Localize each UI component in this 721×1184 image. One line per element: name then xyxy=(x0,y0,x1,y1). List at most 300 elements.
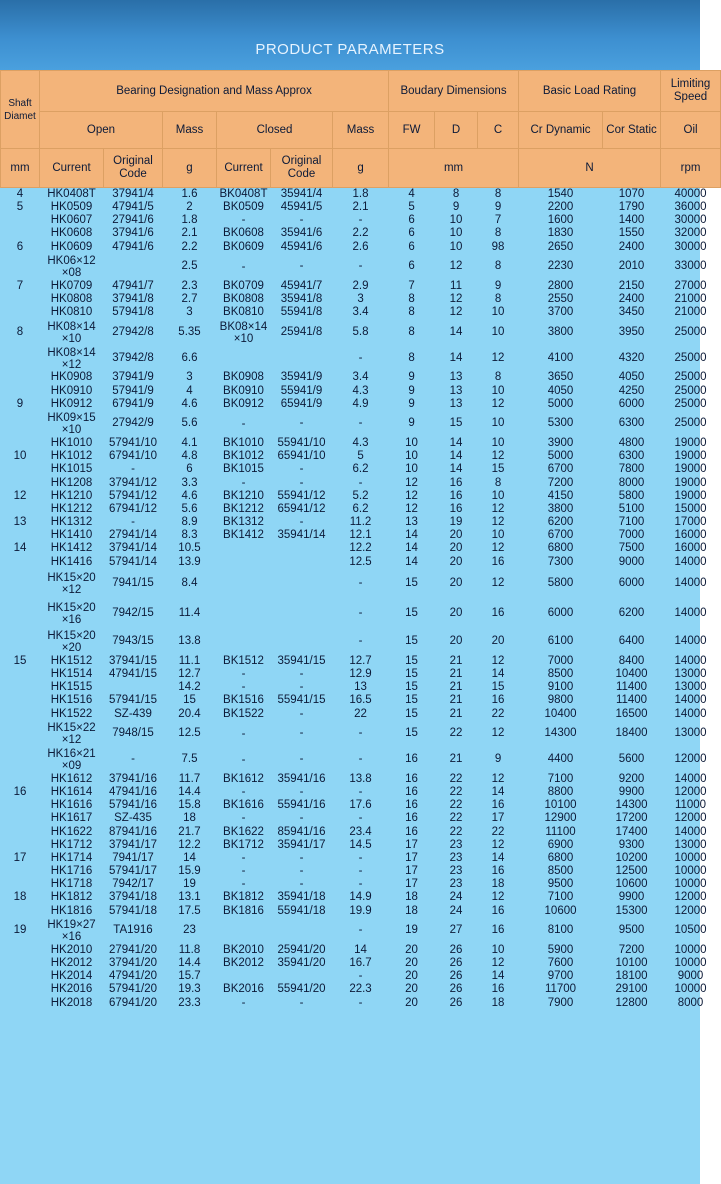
cell-c: 16 xyxy=(491,924,505,937)
cell-closed-original: 55941/18 xyxy=(277,904,326,917)
cell-current: HK1212 xyxy=(50,502,93,515)
table-row xyxy=(1,984,721,997)
table-body xyxy=(1,188,721,1010)
cell-closed-current: - xyxy=(241,785,246,798)
cell-c: 9 xyxy=(494,753,502,766)
cell-original-code: - xyxy=(131,516,135,529)
cell-rpm: 25000 xyxy=(674,351,707,364)
cell-cr-dynamic: 7600 xyxy=(547,957,574,970)
table-row xyxy=(1,463,721,476)
table-row xyxy=(1,477,721,490)
cell-cor-static: 6200 xyxy=(618,607,645,620)
cell-rpm: 10000 xyxy=(674,851,707,864)
cell-d: 21 xyxy=(449,668,463,681)
cell-closed-original: 65941/9 xyxy=(280,397,323,410)
cell-mass-open: 6 xyxy=(186,463,193,476)
table-row xyxy=(1,905,721,918)
cell-d: 20 xyxy=(449,529,463,542)
cell-original-code: 57941/17 xyxy=(109,865,157,878)
cell-c: 12 xyxy=(491,542,505,555)
cell-mass-closed: - xyxy=(358,970,363,983)
cell-shaft xyxy=(1,385,40,398)
cell-cor-static: 9900 xyxy=(618,785,645,798)
cell-shaft xyxy=(1,228,40,241)
table-row xyxy=(1,490,721,503)
cell-cor-static: 18400 xyxy=(615,727,648,740)
cell-original-code: 57941/16 xyxy=(109,799,157,812)
cell-original-code xyxy=(104,681,163,694)
table-row xyxy=(1,320,721,346)
cell-rpm: 16000 xyxy=(674,529,707,542)
cell-c: 22 xyxy=(491,825,505,838)
cell-closed-original: 55941/12 xyxy=(277,489,326,502)
cell-original-code: 7941/15 xyxy=(112,577,154,590)
cell-c: 12 xyxy=(491,516,505,529)
cell-rpm: 17000 xyxy=(674,516,707,529)
header-cr: Cr Dynamic xyxy=(519,112,603,149)
cell-cr-dynamic: 9800 xyxy=(547,694,574,707)
cell-mass-closed: 5.2 xyxy=(352,489,369,502)
cell-original-code: 67941/9 xyxy=(112,397,154,410)
cell-closed-original: - xyxy=(299,996,304,1009)
cell-closed-original: 55941/9 xyxy=(280,384,323,397)
cell-original-code: - xyxy=(131,753,135,766)
cell-mass-open: 1.8 xyxy=(181,214,198,227)
cell-current: HK1812 xyxy=(50,891,93,904)
cell-rpm: 8000 xyxy=(677,996,704,1009)
cell-fw: 16 xyxy=(405,785,418,798)
cell-rpm: 25000 xyxy=(674,397,707,410)
cell-cr-dynamic: 6800 xyxy=(547,542,574,555)
header-closed: Closed xyxy=(217,112,333,149)
cell-closed-current: BK0408T xyxy=(219,187,268,200)
cell-mass-open: 4.6 xyxy=(181,489,198,502)
cell-rpm: 19000 xyxy=(674,450,707,463)
cell-c: 12 xyxy=(491,397,505,410)
cell-c: 8 xyxy=(494,476,502,489)
cell-cor-static: 2400 xyxy=(618,293,645,306)
cell-c: 9 xyxy=(494,279,502,292)
cell-closed-original xyxy=(271,569,333,599)
cell-shaft: 7 xyxy=(16,279,24,292)
cell-closed-current: - xyxy=(241,812,246,825)
cell-closed-original: - xyxy=(299,214,304,227)
cell-closed-current: BK0608 xyxy=(223,227,264,240)
table-row xyxy=(1,852,721,865)
cell-closed-current xyxy=(217,569,271,599)
cell-d: 26 xyxy=(449,943,463,956)
cell-original-code: 37942/8 xyxy=(112,351,154,364)
table-row xyxy=(1,411,721,437)
cell-cor-static: 9000 xyxy=(618,555,645,568)
cell-current: HK08×14 ×12 xyxy=(47,346,96,371)
cell-d: 26 xyxy=(449,970,463,983)
cell-c: 12 xyxy=(491,577,505,590)
table-row xyxy=(1,839,721,852)
cell-d: 20 xyxy=(449,542,463,555)
cell-mass-closed: 13.8 xyxy=(349,772,372,785)
cell-mass-open: 13.8 xyxy=(178,635,201,648)
table-row xyxy=(1,254,721,280)
cell-closed-current: - xyxy=(241,214,246,227)
cell-cor-static: 7000 xyxy=(618,529,645,542)
cell-d: 20 xyxy=(449,607,463,620)
cell-shaft xyxy=(1,569,40,599)
cell-shaft xyxy=(1,865,40,878)
cell-shaft xyxy=(1,681,40,694)
cell-rpm: 12000 xyxy=(674,904,707,917)
cell-fw: 9 xyxy=(408,417,415,430)
cell-closed-current: BK0808 xyxy=(223,293,264,306)
cell-closed-current: BK2016 xyxy=(223,983,264,996)
cell-closed-current: - xyxy=(241,260,246,273)
cell-rpm: 25000 xyxy=(674,371,707,384)
cell-closed-original: 35941/9 xyxy=(280,371,323,384)
cell-original-code: 47941/16 xyxy=(109,785,157,798)
cell-closed-current: - xyxy=(241,681,246,694)
cell-closed-current xyxy=(217,543,271,556)
cell-original-code: 37941/16 xyxy=(109,772,157,785)
cell-closed-current: BK1210 xyxy=(223,489,264,502)
cell-mass-closed: - xyxy=(358,635,363,648)
table-row xyxy=(1,228,721,241)
cell-closed-current xyxy=(217,556,271,569)
cell-closed-original: 85941/16 xyxy=(277,825,326,838)
cell-closed-original: - xyxy=(299,785,304,798)
cell-shaft xyxy=(1,463,40,476)
cell-c: 9 xyxy=(494,201,502,214)
unit-mass-closed: g xyxy=(333,149,389,188)
cell-shaft: 10 xyxy=(13,450,27,463)
cell-c: 16 xyxy=(491,555,505,568)
cell-cr-dynamic: 8100 xyxy=(547,924,574,937)
cell-mass-closed: 3.4 xyxy=(352,306,369,319)
cell-fw: 18 xyxy=(405,891,418,904)
cell-mass-closed: - xyxy=(358,577,363,590)
cell-fw: 15 xyxy=(405,668,418,681)
cell-d: 20 xyxy=(449,635,463,648)
cell-d: 23 xyxy=(449,878,463,891)
table-row xyxy=(1,826,721,839)
cell-closed-original: 45941/5 xyxy=(280,201,323,214)
cell-c: 12 xyxy=(491,957,505,970)
table-row xyxy=(1,556,721,569)
cell-cor-static: 7100 xyxy=(618,516,645,529)
cell-closed-original xyxy=(271,970,333,983)
cell-closed-original: 35941/18 xyxy=(277,891,326,904)
table-row xyxy=(1,346,721,372)
cell-current: HK1616 xyxy=(50,799,93,812)
cell-shaft xyxy=(1,839,40,852)
cell-current: HK0808 xyxy=(50,293,93,306)
cell-c: 8 xyxy=(494,227,502,240)
header-cor: Cor Static xyxy=(603,112,661,149)
cell-c: 22 xyxy=(491,707,505,720)
header-d: D xyxy=(435,112,478,149)
cell-shaft: 13 xyxy=(13,516,27,529)
cell-mass-closed: 2.2 xyxy=(352,227,369,240)
table-row xyxy=(1,944,721,957)
cell-fw: 15 xyxy=(405,707,418,720)
cell-mass-closed: 6.2 xyxy=(352,502,369,515)
cell-closed-current: BK1516 xyxy=(223,694,264,707)
unit-shaft: mm xyxy=(1,149,40,188)
cell-mass-closed: 16.5 xyxy=(349,694,372,707)
cell-c: 10 xyxy=(491,306,505,319)
cell-closed-current: BK1712 xyxy=(223,838,264,851)
cell-mass-open: 8.9 xyxy=(181,516,198,529)
cell-original-code: 37941/4 xyxy=(112,187,154,200)
cell-closed-original: - xyxy=(299,851,304,864)
cell-mass-open: 15.9 xyxy=(178,865,201,878)
cell-d: 21 xyxy=(449,753,463,766)
cell-current: HK1210 xyxy=(50,489,93,502)
cell-closed-current: BK1512 xyxy=(223,654,264,667)
cell-rpm: 13000 xyxy=(674,838,707,851)
cell-fw: 10 xyxy=(405,450,418,463)
cell-mass-closed: - xyxy=(358,924,363,937)
cell-mass-open: 12.5 xyxy=(178,727,201,740)
cell-cr-dynamic: 6200 xyxy=(547,516,574,529)
cell-cor-static: 10400 xyxy=(615,668,648,681)
cell-closed-original: - xyxy=(299,707,304,720)
cell-cr-dynamic: 2550 xyxy=(547,293,574,306)
cell-original-code: 27941/20 xyxy=(109,943,157,956)
cell-closed-current: - xyxy=(241,878,246,891)
cell-current: HK1412 xyxy=(50,542,93,555)
cell-cr-dynamic: 2800 xyxy=(547,279,574,292)
cell-fw: 17 xyxy=(405,851,418,864)
cell-c: 14 xyxy=(491,785,505,798)
table-row xyxy=(1,812,721,825)
cell-mass-open: 13.1 xyxy=(178,891,201,904)
cell-closed-current: BK1616 xyxy=(223,799,264,812)
cell-mass-closed: 17.6 xyxy=(349,799,372,812)
cell-cor-static: 11400 xyxy=(615,694,648,707)
cell-cr-dynamic: 6900 xyxy=(547,838,574,851)
cell-fw: 16 xyxy=(405,799,418,812)
cell-mass-open: 5.6 xyxy=(181,417,198,430)
cell-fw: 17 xyxy=(405,865,418,878)
cell-fw: 13 xyxy=(405,516,418,529)
cell-original-code: TA1916 xyxy=(113,924,153,937)
header-open: Open xyxy=(40,112,163,149)
cell-fw: 8 xyxy=(408,325,415,338)
cell-original-code: 37941/15 xyxy=(109,654,157,667)
cell-current: HK16×21 ×09 xyxy=(47,747,96,772)
cell-closed-original xyxy=(271,346,333,372)
cell-original-code: 37941/6 xyxy=(112,227,154,240)
cell-current: HK1816 xyxy=(50,904,93,917)
cell-fw: 16 xyxy=(405,772,418,785)
cell-c: 12 xyxy=(491,502,505,515)
cell-closed-current: BK1816 xyxy=(223,904,264,917)
header-current-closed: Current xyxy=(217,149,271,188)
cell-closed-original: 35941/17 xyxy=(277,838,326,851)
cell-current: HK1522 xyxy=(50,707,93,720)
cell-fw: 6 xyxy=(408,240,415,253)
cell-closed-current: BK0810 xyxy=(223,306,264,319)
cell-shaft: 6 xyxy=(16,240,24,253)
cell-current: HK1312 xyxy=(50,516,93,529)
cell-mass-closed: 11.2 xyxy=(349,516,372,529)
cell-closed-current: - xyxy=(241,865,246,878)
cell-mass-closed: 2.6 xyxy=(352,240,369,253)
table-row xyxy=(1,188,721,202)
table-row xyxy=(1,747,721,773)
cell-shaft xyxy=(1,306,40,319)
cell-cor-static: 4250 xyxy=(618,384,645,397)
cell-rpm: 10000 xyxy=(674,878,707,891)
cell-mass-closed: 22 xyxy=(354,707,367,720)
cell-closed-original: 65941/10 xyxy=(277,450,326,463)
cell-closed-original: 55941/16 xyxy=(277,799,326,812)
cell-mass-closed: - xyxy=(358,785,363,798)
cell-d: 21 xyxy=(449,694,463,707)
cell-original-code: 37941/18 xyxy=(109,891,157,904)
cell-current: HK1712 xyxy=(50,838,93,851)
table-row xyxy=(1,865,721,878)
cell-rpm: 10000 xyxy=(674,943,707,956)
cell-fw: 14 xyxy=(405,555,418,568)
cell-mass-open: 8.4 xyxy=(181,577,198,590)
cell-d: 13 xyxy=(449,384,463,397)
cell-c: 16 xyxy=(491,607,505,620)
cell-cr-dynamic: 7900 xyxy=(547,996,574,1009)
cell-rpm: 40000 xyxy=(674,187,707,200)
cell-cor-static: 1400 xyxy=(618,214,645,227)
cell-shaft: 12 xyxy=(13,489,27,502)
cell-fw: 20 xyxy=(405,970,418,983)
table-row xyxy=(1,799,721,812)
cell-d: 23 xyxy=(449,851,463,864)
cell-shaft xyxy=(1,529,40,542)
cell-cr-dynamic: 2230 xyxy=(547,260,574,273)
cell-original-code: 7948/15 xyxy=(112,727,154,740)
cell-c: 18 xyxy=(491,996,505,1009)
cell-shaft xyxy=(1,944,40,957)
cell-cor-static: 6000 xyxy=(618,397,645,410)
cell-shaft xyxy=(1,812,40,825)
cell-fw: 6 xyxy=(408,227,415,240)
table-row xyxy=(1,437,721,450)
cell-rpm: 10000 xyxy=(674,957,707,970)
cell-closed-original: 65941/12 xyxy=(277,502,326,515)
cell-shaft: 17 xyxy=(13,851,27,864)
table-row xyxy=(1,385,721,398)
cell-shaft xyxy=(1,629,40,655)
cell-original-code: 47941/6 xyxy=(112,240,154,253)
cell-shaft: 18 xyxy=(13,891,27,904)
cell-shaft xyxy=(1,826,40,839)
cell-original-code: 27941/14 xyxy=(109,529,157,542)
cell-closed-current: BK1010 xyxy=(223,436,264,449)
cell-closed-current: BK1522 xyxy=(223,707,264,720)
header-current: Current xyxy=(40,149,104,188)
cell-c: 14 xyxy=(491,851,505,864)
cell-rpm: 36000 xyxy=(674,201,707,214)
cell-c: 12 xyxy=(491,450,505,463)
cell-mass-open: 13.9 xyxy=(178,555,201,568)
cell-cor-static: 17200 xyxy=(615,812,648,825)
cell-cr-dynamic: 9700 xyxy=(547,970,574,983)
cell-cr-dynamic: 11100 xyxy=(545,825,576,838)
cell-mass-open: 3.3 xyxy=(181,476,198,489)
cell-cor-static: 9900 xyxy=(618,891,645,904)
cell-closed-original: 35941/20 xyxy=(277,957,326,970)
table-row xyxy=(1,918,721,944)
cell-mass-closed: 12.1 xyxy=(349,529,372,542)
cell-mass-open: 14 xyxy=(183,851,196,864)
cell-original-code: 7942/15 xyxy=(112,607,154,620)
cell-c: 12 xyxy=(491,351,505,364)
cell-d: 12 xyxy=(449,306,463,319)
cell-cor-static: 6000 xyxy=(618,577,645,590)
cell-cor-static: 12800 xyxy=(615,996,648,1009)
cell-shaft: 14 xyxy=(13,542,27,555)
cell-c: 12 xyxy=(491,891,505,904)
cell-original-code: 47941/15 xyxy=(109,668,157,681)
cell-current: HK1714 xyxy=(50,851,93,864)
cell-original-code: 47941/20 xyxy=(109,970,157,983)
cell-mass-open: 2 xyxy=(186,201,193,214)
cell-fw: 7 xyxy=(408,279,415,292)
header-shaft: Shaft Diamet xyxy=(1,71,40,149)
cell-cr-dynamic: 5000 xyxy=(547,450,574,463)
cell-original-code: 47941/5 xyxy=(112,201,154,214)
cell-rpm: 19000 xyxy=(674,436,707,449)
cell-shaft xyxy=(1,293,40,306)
cell-closed-original: 55941/15 xyxy=(277,694,326,707)
cell-mass-open: 4.6 xyxy=(181,397,198,410)
cell-shaft: 15 xyxy=(13,654,27,667)
cell-d: 26 xyxy=(449,996,463,1009)
cell-closed-original xyxy=(271,556,333,569)
cell-shaft: 9 xyxy=(16,397,24,410)
table-row xyxy=(1,629,721,655)
cell-cor-static: 16500 xyxy=(615,707,648,720)
cell-c: 10 xyxy=(491,436,505,449)
cell-cr-dynamic: 1540 xyxy=(547,187,574,200)
cell-closed-original: 35941/16 xyxy=(277,772,326,785)
cell-shaft xyxy=(1,254,40,280)
table-row xyxy=(1,695,721,708)
cell-cr-dynamic: 3900 xyxy=(547,436,574,449)
cell-rpm: 14000 xyxy=(674,635,707,648)
cell-mass-open: 15 xyxy=(183,694,196,707)
cell-current: HK1716 xyxy=(50,865,93,878)
cell-closed-original: 55941/10 xyxy=(277,436,326,449)
cell-cor-static: 1550 xyxy=(618,227,645,240)
cell-closed-original: 25941/20 xyxy=(277,943,326,956)
cell-rpm: 27000 xyxy=(674,279,707,292)
cell-mass-closed: 5.8 xyxy=(352,325,369,338)
cell-c: 16 xyxy=(491,904,505,917)
cell-fw: 20 xyxy=(405,983,418,996)
header-limiting-speed: Limiting Speed xyxy=(661,71,721,112)
cell-mass-closed: 2.9 xyxy=(352,279,369,292)
cell-closed-current xyxy=(217,629,271,655)
cell-rpm: 14000 xyxy=(674,577,707,590)
cell-d: 14 xyxy=(449,463,463,476)
cell-d: 10 xyxy=(449,214,463,227)
header-boundary: Boudary Dimensions xyxy=(389,71,519,112)
cell-fw: 5 xyxy=(408,201,415,214)
cell-mass-closed: - xyxy=(358,214,363,227)
cell-original-code: 37941/17 xyxy=(109,838,157,851)
cell-cr-dynamic: 3800 xyxy=(547,325,574,338)
cell-original-code: 67941/10 xyxy=(109,450,157,463)
